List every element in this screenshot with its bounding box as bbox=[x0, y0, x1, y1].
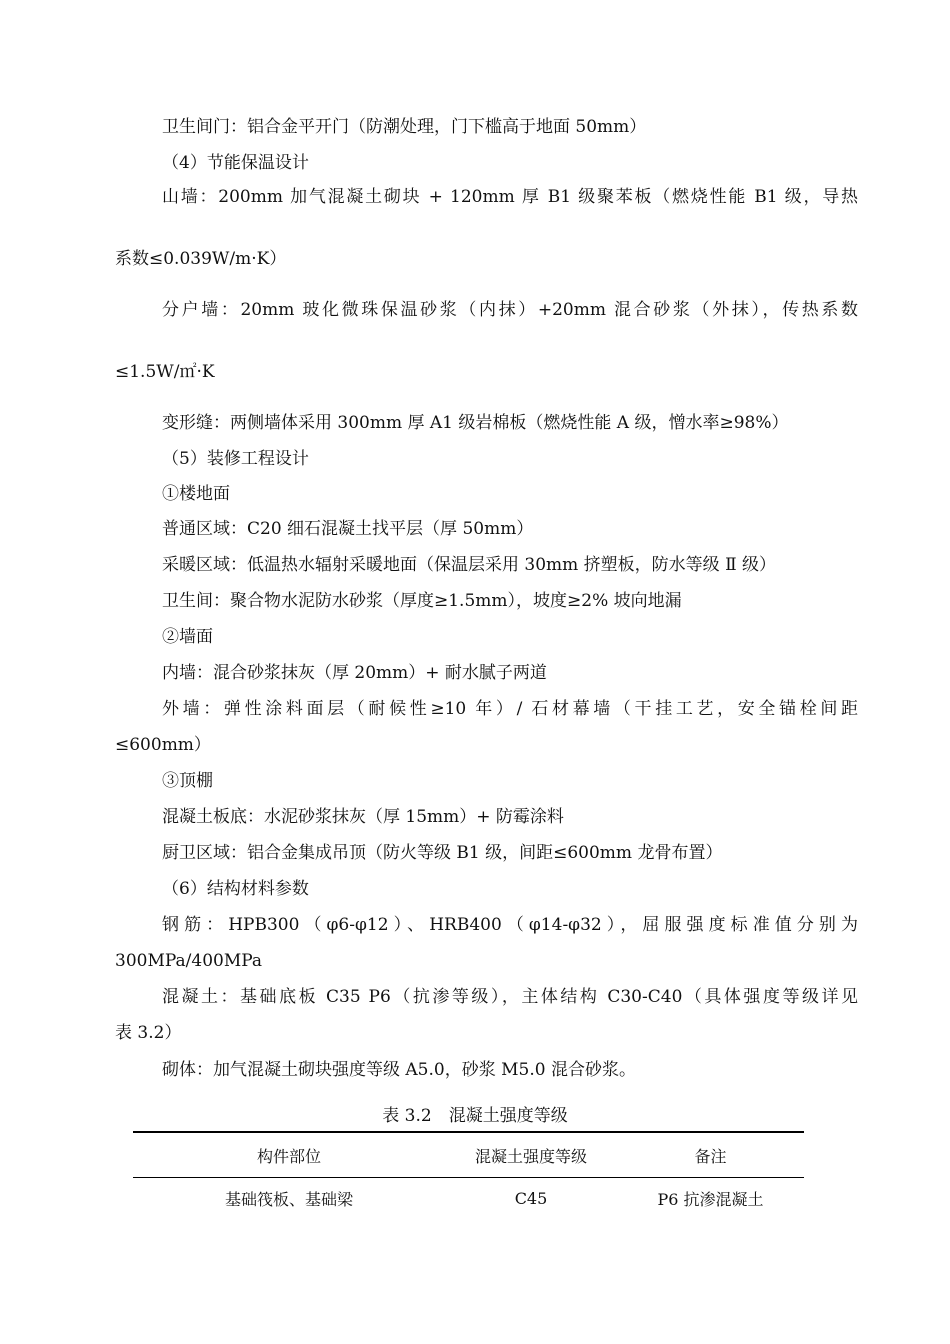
table-caption: 表 3.2 混凝土强度等级 bbox=[382, 1106, 568, 1126]
text-line: 混凝土板底：水泥砂浆抹灰（厚 15mm）+ 防霉涂料 bbox=[162, 807, 564, 827]
text-line: ≤600mm） bbox=[115, 735, 211, 755]
text-line: 卫生间：聚合物水泥防水砂浆（厚度≥1.5mm），坡度≥2% 坡向地漏 bbox=[162, 591, 682, 611]
section-heading: （5）装修工程设计 bbox=[162, 449, 309, 469]
subsection-heading: ③顶棚 bbox=[162, 771, 213, 791]
text-line: 300MPa/400MPa bbox=[115, 951, 263, 971]
subsection-heading: ①楼地面 bbox=[162, 484, 230, 504]
section-heading: （4）节能保温设计 bbox=[162, 153, 309, 173]
text-line: 采暖区域：低温热水辐射采暖地面（保温层采用 30mm 挤塑板，防水等级 Ⅱ 级） bbox=[162, 555, 777, 575]
table-cell: P6 抗渗混凝土 bbox=[657, 1189, 764, 1209]
text-line: 系数≤0.039W/m·K） bbox=[115, 249, 287, 269]
text-line: 变形缝：两侧墙体采用 300mm 厚 A1 级岩棉板（燃烧性能 A 级，憎水率≥98%） bbox=[162, 413, 789, 433]
text-line: 表 3.2） bbox=[115, 1023, 182, 1043]
text-line: 山墙：200mm 加气混凝土砌块 + 120mm 厚 B1 级聚苯板（燃烧性能 B1 级，导热 bbox=[162, 187, 858, 207]
subsection-heading: ②墙面 bbox=[162, 627, 213, 647]
column-header: 备注 bbox=[617, 1132, 804, 1178]
column-header: 构件部位 bbox=[133, 1132, 445, 1178]
table-cell: 基础筏板、基础梁 bbox=[224, 1189, 353, 1209]
text-line: 卫生间门：铝合金平开门（防潮处理，门下槛高于地面 50mm） bbox=[162, 117, 647, 137]
text-line: 混凝土：基础底板 C35 P6（抗渗等级），主体结构 C30-C40（具体强度等级详见 bbox=[162, 987, 858, 1007]
text-line: 砌体：加气混凝土砌块强度等级 A5.0，砂浆 M5.0 混合砂浆。 bbox=[162, 1060, 636, 1080]
text-line: 厨卫区域：铝合金集成吊顶（防火等级 B1 级，间距≤600mm 龙骨布置） bbox=[162, 843, 723, 863]
table-row bbox=[133, 1178, 804, 1219]
text-line: 外墙：弹性涂料面层（耐候性≥10 年）/ 石材幕墙（干挂工艺，安全锚栓间距 bbox=[162, 699, 858, 719]
concrete-grade-table bbox=[133, 1131, 804, 1218]
text-line: ≤1.5W/㎡·K bbox=[115, 362, 215, 382]
table-cell: C45 bbox=[514, 1188, 548, 1208]
text-line: 内墙：混合砂浆抹灰（厚 20mm）+ 耐水腻子两道 bbox=[162, 663, 547, 683]
section-heading: （6）结构材料参数 bbox=[162, 879, 309, 899]
text-line: 钢筋：HPB300（φ6-φ12）、HRB400（φ14-φ32），屈服强度标准值分别为 bbox=[162, 915, 858, 935]
text-line: 普通区域：C20 细石混凝土找平层（厚 50mm） bbox=[162, 519, 534, 539]
text-line: 分户墙：20mm 玻化微珠保温砂浆（内抹）+20mm 混合砂浆（外抹），传热系数 bbox=[162, 300, 858, 320]
column-header: 混凝土强度等级 bbox=[445, 1132, 617, 1178]
table-header-row bbox=[133, 1132, 804, 1178]
